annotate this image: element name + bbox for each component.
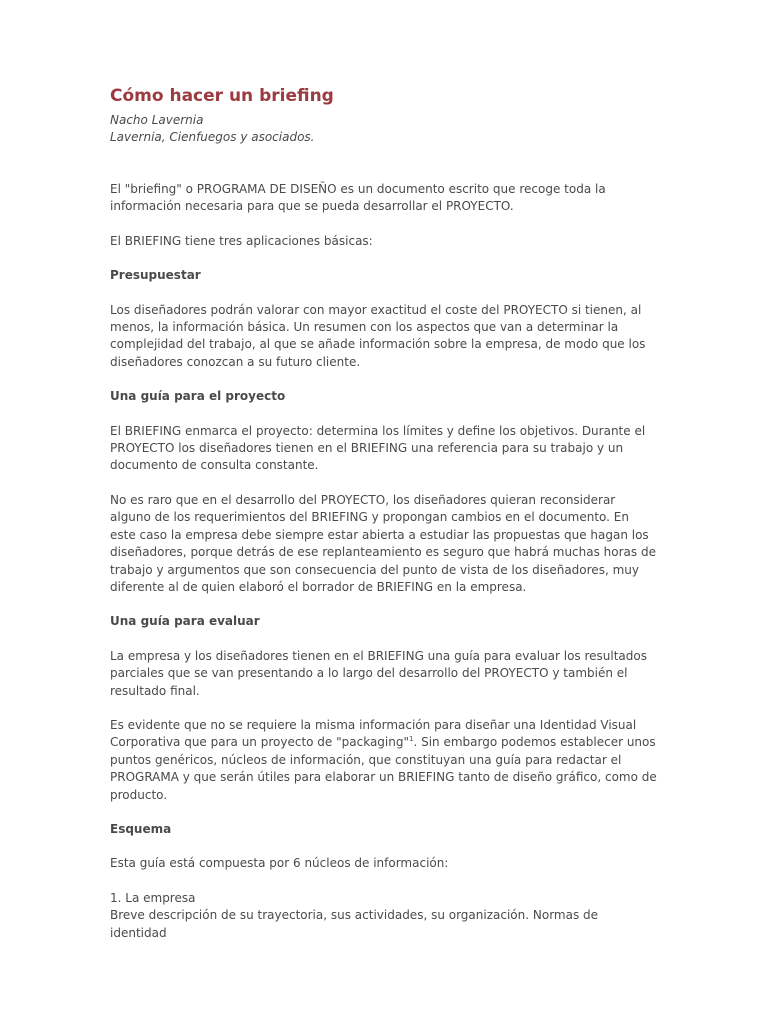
section-guia-evaluar-paragraph-1: La empresa y los diseñadores tienen en el BRIEFING una guía para evaluar los resultados parciales que se van presentando a lo largo del desarrollo del PROYECTO y también el resultado final. bbox=[110, 648, 647, 698]
document-page bbox=[110, 84, 658, 942]
footnote-marker[interactable]: 1 bbox=[409, 735, 414, 744]
section-heading-guia-evaluar: Una guía para evaluar bbox=[110, 614, 260, 629]
paragraph-text-after-footnote: . Sin embargo podemos establecer unos puntos genéricos, núcleos de información, que constituyan una guía para redactar el PROGRAMA y que serán útiles para elaborar un BRIEFING tanto de diseño gráfico, como de producto. bbox=[110, 735, 657, 802]
section-heading-guia-proyecto: Una guía para el proyecto bbox=[110, 389, 286, 404]
section-guia-evaluar-paragraph-2 bbox=[110, 717, 658, 804]
section-guia-proyecto-paragraph-2: No es raro que en el desarrollo del PROYECTO, los diseñadores quieran reconsiderar alguno de los requerimientos del BRIEFING y propongan cambios en el documento. En este caso la empresa debe siempre estar abierta a estudiar las propuestas que hagan los diseñadores, porque detrás de ese replanteamiento es seguro que habrá muchas horas de trabajo y argumentos que son consecuencia del punto de vista de los diseñadores, muy diferente al de quien elaboró el borrador de BRIEFING en la empresa. bbox=[110, 492, 656, 594]
section-esquema-paragraph: Esta guía está compuesta por 6 núcleos de información: bbox=[110, 856, 449, 871]
author-affiliation: Lavernia, Cienfuegos y asociados. bbox=[110, 130, 315, 144]
author-name: Nacho Lavernia bbox=[110, 113, 204, 127]
section-heading-esquema: Esquema bbox=[110, 821, 172, 836]
list-item-title: 1. La empresa bbox=[110, 890, 196, 905]
section-presupuestar-paragraph: Los diseñadores podrán valorar con mayor exactitud el coste del PROYECTO si tienen, al menos, la información básica. Un resumen con los aspectos que van a determinar la complejidad del trabajo, al que se añade información sobre la empresa, de modo que los diseñadores conozcan a su futuro cliente. bbox=[110, 302, 646, 369]
intro-paragraph-1: El "briefing" o PROGRAMA DE DISEÑO es un documento escrito que recoge toda la información necesaria para que se pueda desarrollar el PROYECTO. bbox=[110, 182, 606, 214]
section-guia-proyecto-paragraph-1: El BRIEFING enmarca el proyecto: determina los límites y define los objetivos. Durante el PROYECTO los diseñadores tienen en el BRIEFING una referencia para su trabajo y un documento de consulta constante. bbox=[110, 423, 646, 473]
list-item-la-empresa bbox=[110, 890, 658, 942]
intro-paragraph-2: El BRIEFING tiene tres aplicaciones básicas: bbox=[110, 233, 373, 248]
document-title: Cómo hacer un briefing bbox=[110, 86, 334, 106]
paragraph-text-before-footnote: Es evidente que no se requiere la misma información para diseñar una Identidad Visual Corporativa que para un proyecto de "packaging" bbox=[110, 717, 637, 750]
list-item-description: Breve descripción de su trayectoria, sus actividades, su organización. Normas de identidad bbox=[110, 908, 599, 940]
byline bbox=[110, 112, 658, 146]
section-heading-presupuestar: Presupuestar bbox=[110, 268, 201, 283]
